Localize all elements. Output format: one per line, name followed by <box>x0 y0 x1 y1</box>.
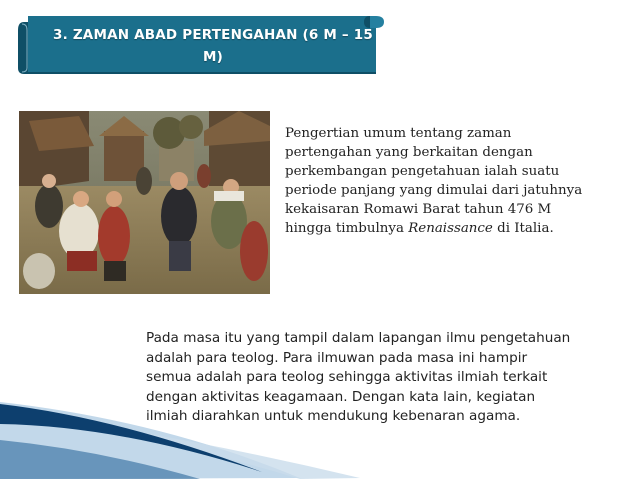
theologian-paragraph: Pada masa itu yang tampil dalam lapangan ilmu pengetahuan adalah para teolog. Para ilmuwan pada masa ini hampir semua adalah para teolog sehingga aktivitas ilmiah terkait dengan aktivitas keagamaan. Dengan kata lain, kegiatan ilmiah diarahkan untuk mendukung kebenaran agama. <box>146 330 571 424</box>
painting-image <box>19 111 270 294</box>
slide-title: 3. ZAMAN ABAD PERTENGAHAN (6 M – 15 M) <box>53 27 373 65</box>
village-dance-painting <box>19 111 270 294</box>
definition-paragraph <box>285 124 585 238</box>
renaissance-term: Renaissance <box>408 221 493 236</box>
definition-text: Pengertian umum tentang zaman pertengahan yang berkaitan dengan perkembangan pengetahuan ialah suatu periode panjang yang dimulai dari jatuhnya kekaisaran Romawi Barat tahun 476 M hingga timbulnya <box>285 126 583 236</box>
title-banner <box>18 12 384 74</box>
definition-text-end: di Italia. <box>492 221 554 236</box>
